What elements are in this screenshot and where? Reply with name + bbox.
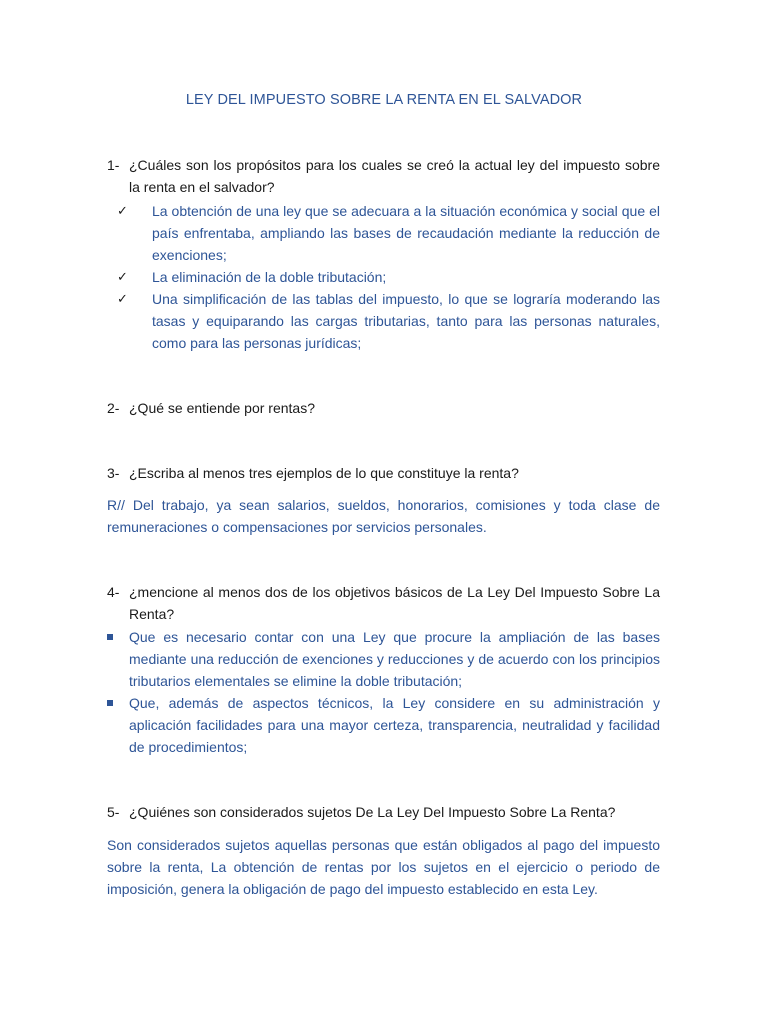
list-item [107,626,660,692]
question-text: ¿Qué se entiende por rentas? [129,400,316,416]
list-item [107,266,660,288]
question-text: ¿Escriba al menos tres ejemplos de lo que constituye la renta? [129,465,519,481]
checkmark-icon: ✓ [117,203,128,218]
square-bullet-icon [107,700,113,706]
question-2 [107,397,660,419]
question-number: 5- [107,804,120,820]
question-number: 3- [107,465,120,481]
question-number: 1- [107,157,120,173]
question-1 [107,154,660,198]
answer-text: La eliminación de la doble tributación; [152,269,387,285]
answer-list-4 [107,626,660,758]
answer-paragraph-5: Son considerados sujetos aquellas personas que están obligados al pago del impuesto sobre la renta, La obtención de rentas por los sujetos en el ejercicio o periodo de imposición, genera la obligación de pago del impuesto establecido en esta Ley. [107,837,660,897]
question-3 [107,462,660,484]
question-number: 2- [107,400,120,416]
list-item [107,692,660,758]
square-bullet-icon [107,634,113,640]
question-text: ¿Cuáles son los propósitos para los cuales se creó la actual ley del impuesto sobre la renta en el salvador? [129,157,660,195]
answer-text: Que es necesario contar con una Ley que procure la ampliación de las bases mediante una reducción de exenciones y reducciones y de acuerdo con los principios tributarios elementales se elimine la doble tributación; [129,629,660,689]
answer-list-1 [107,200,660,354]
answer-text: Que, además de aspectos técnicos, la Ley considere en su administración y aplicación facilidades para una mayor certeza, transparencia, neutralidad y facilidad de procedimientos; [129,695,660,755]
question-5 [107,801,660,823]
answer-text: La obtención de una ley que se adecuara a la situación económica y social que el país enfrentaba, ampliando las bases de recaudación mediante la reducción de exenciones; [152,203,660,263]
question-4 [107,581,660,625]
question-text: ¿mencione al menos dos de los objetivos básicos de La Ley Del Impuesto Sobre La Renta? [129,584,660,622]
list-item [107,200,660,266]
question-text: ¿Quiénes son considerados sujetos De La Ley Del Impuesto Sobre La Renta? [129,804,616,820]
list-item [107,288,660,354]
checkmark-icon: ✓ [117,291,128,306]
question-number: 4- [107,584,120,600]
document-title: LEY DEL IMPUESTO SOBRE LA RENTA EN EL SALVADOR [185,92,583,108]
answer-paragraph-3: R// Del trabajo, ya sean salarios, sueldos, honorarios, comisiones y toda clase de remuneraciones o compensaciones por servicios personales. [107,497,660,535]
checkmark-icon: ✓ [117,269,128,284]
answer-text: Una simplificación de las tablas del impuesto, lo que se lograría moderando las tasas y equiparando las cargas tributarias, tanto para las personas naturales, como para las personas jurídicas; [152,291,660,351]
